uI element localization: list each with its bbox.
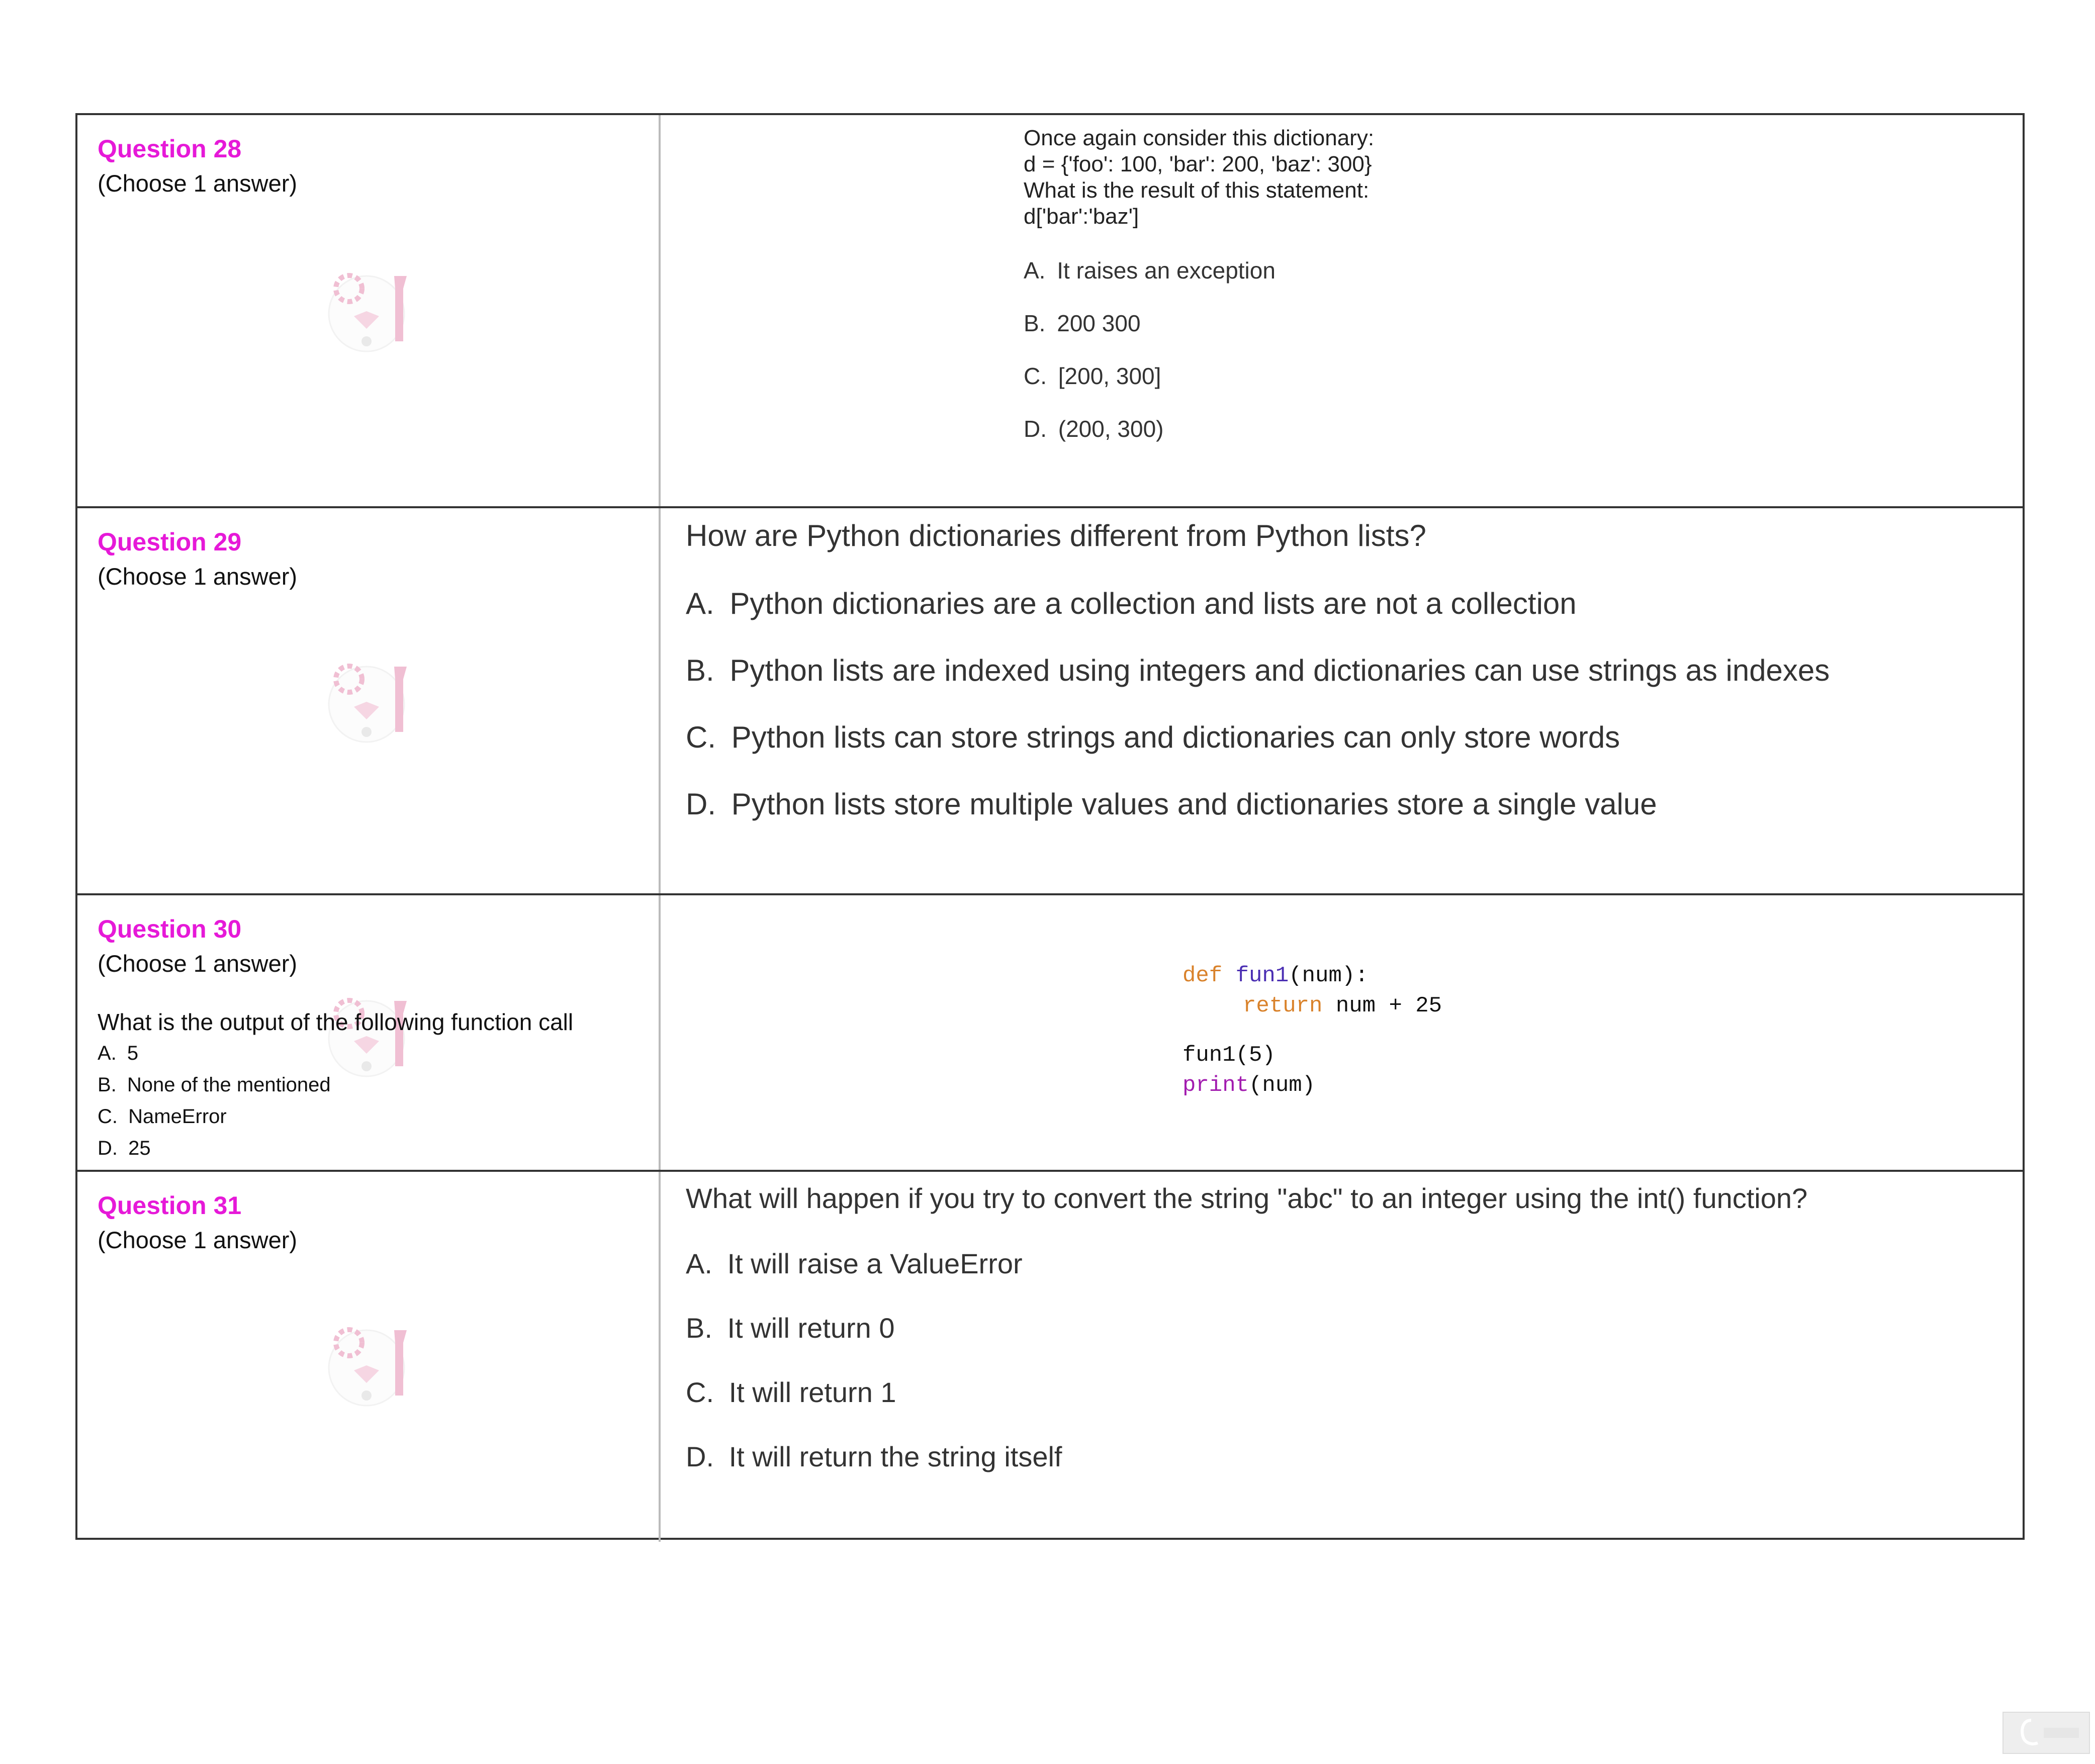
option-text: None of the mentioned [127, 1074, 331, 1096]
question-content-cell [661, 895, 2023, 1170]
answer-option[interactable] [686, 1440, 1062, 1473]
option-letter: D. [686, 787, 716, 821]
gear-wrench-mascot-icon [319, 266, 419, 361]
answer-option[interactable] [98, 1042, 138, 1065]
code-line [1182, 1070, 1442, 1100]
answer-option[interactable] [1024, 415, 1163, 442]
question-table [75, 113, 2025, 1540]
prompt-line: Once again consider this dictionary: [1024, 126, 1375, 150]
question-row-31 [77, 1172, 2023, 1542]
answer-option[interactable] [1024, 257, 1276, 284]
option-letter: D. [1024, 416, 1047, 442]
option-text: Python dictionaries are a collection and lists are not a collection [730, 587, 1577, 620]
code-snippet [1182, 961, 1442, 1100]
question-prompt [1024, 125, 1374, 230]
question-title: Question 28 [98, 135, 242, 163]
option-letter: B. [1024, 310, 1046, 336]
answer-option[interactable] [686, 787, 1657, 821]
choose-instruction: (Choose 1 answer) [98, 950, 298, 977]
site-logo-icon [2002, 1712, 2090, 1754]
question-info-cell [77, 1172, 661, 1542]
question-info-cell [77, 115, 661, 506]
prompt-line: d['bar':'baz'] [1024, 204, 1139, 229]
question-content-cell [661, 115, 2023, 506]
question-content-cell [661, 508, 2023, 893]
question-content-cell [661, 1172, 2023, 1542]
question-row-30 [77, 895, 2023, 1172]
answer-option[interactable] [686, 1376, 896, 1409]
option-letter: A. [98, 1042, 117, 1064]
question-info-cell [77, 895, 661, 1170]
option-letter: C. [686, 720, 716, 754]
question-prompt: How are Python dictionaries different from Python lists? [686, 519, 1426, 552]
option-text: [200, 300] [1058, 363, 1161, 389]
code-text: num + 25 [1335, 993, 1442, 1018]
option-text: Python lists are indexed using integers and dictionaries can use strings as indexes [730, 654, 1830, 687]
answer-option[interactable] [686, 653, 1830, 688]
option-text: It will return 0 [727, 1312, 895, 1344]
option-text: NameError [128, 1105, 227, 1128]
question-row-29 [77, 508, 2023, 895]
option-text: It will return the string itself [728, 1441, 1062, 1472]
code-line [1182, 991, 1442, 1021]
option-text: 5 [127, 1042, 139, 1064]
question-title: Question 31 [98, 1191, 242, 1220]
choose-instruction: (Choose 1 answer) [98, 1227, 298, 1253]
option-letter: B. [686, 1312, 712, 1344]
answer-option[interactable] [1024, 310, 1141, 337]
option-letter: A. [686, 587, 714, 620]
option-letter: B. [98, 1074, 117, 1096]
code-function-name: fun1 [1235, 963, 1289, 988]
option-letter: C. [686, 1376, 714, 1408]
option-text: It raises an exception [1057, 257, 1276, 284]
option-letter: C. [1024, 363, 1047, 389]
code-line: fun1(5) [1182, 1043, 1276, 1068]
option-letter: A. [1024, 257, 1046, 284]
option-text: Python lists store multiple values and dictionaries store a single value [731, 787, 1657, 821]
option-letter: B. [686, 654, 714, 687]
site-logo-icon [2003, 1713, 2089, 1753]
code-line [1182, 961, 1442, 991]
option-letter: D. [686, 1441, 714, 1472]
question-prompt: What will happen if you try to convert the string "abc" to an integer using the int() function? [686, 1182, 1808, 1214]
prompt-line: d = {'foo': 100, 'bar': 200, 'baz': 300} [1024, 152, 1372, 176]
option-letter: D. [98, 1137, 118, 1159]
code-text: (num) [1249, 1073, 1316, 1098]
code-keyword: return [1243, 993, 1323, 1018]
option-text: It will return 1 [728, 1376, 896, 1408]
answer-option[interactable] [686, 720, 1620, 755]
code-text: (num): [1289, 963, 1369, 988]
question-title: Question 29 [98, 528, 242, 556]
option-letter: C. [98, 1105, 118, 1128]
option-text: 25 [128, 1137, 151, 1159]
answer-option[interactable] [98, 1105, 227, 1128]
answer-option[interactable] [98, 1074, 331, 1096]
option-text: 200 300 [1057, 310, 1141, 336]
question-prompt: What is the output of the following function call [98, 1009, 574, 1035]
question-info-cell [77, 508, 661, 893]
option-text: Python lists can store strings and dictionaries can only store words [731, 720, 1620, 754]
option-letter: A. [686, 1248, 712, 1279]
gear-wrench-mascot-icon [319, 991, 419, 1086]
answer-option[interactable] [686, 1247, 1023, 1280]
gear-wrench-mascot-icon [319, 657, 419, 752]
choose-instruction: (Choose 1 answer) [98, 170, 298, 197]
answer-option[interactable] [98, 1137, 151, 1160]
code-builtin: print [1182, 1073, 1249, 1098]
answer-option[interactable] [686, 586, 1577, 621]
option-text: (200, 300) [1058, 416, 1164, 442]
question-title: Question 30 [98, 915, 242, 943]
choose-instruction: (Choose 1 answer) [98, 563, 298, 590]
code-keyword: def [1182, 963, 1223, 988]
gear-wrench-mascot-icon [319, 1320, 419, 1416]
option-text: It will raise a ValueError [727, 1248, 1023, 1279]
question-row-28 [77, 115, 2023, 508]
answer-option[interactable] [1024, 362, 1161, 390]
prompt-line: What is the result of this statement: [1024, 178, 1370, 203]
answer-option[interactable] [686, 1312, 894, 1344]
